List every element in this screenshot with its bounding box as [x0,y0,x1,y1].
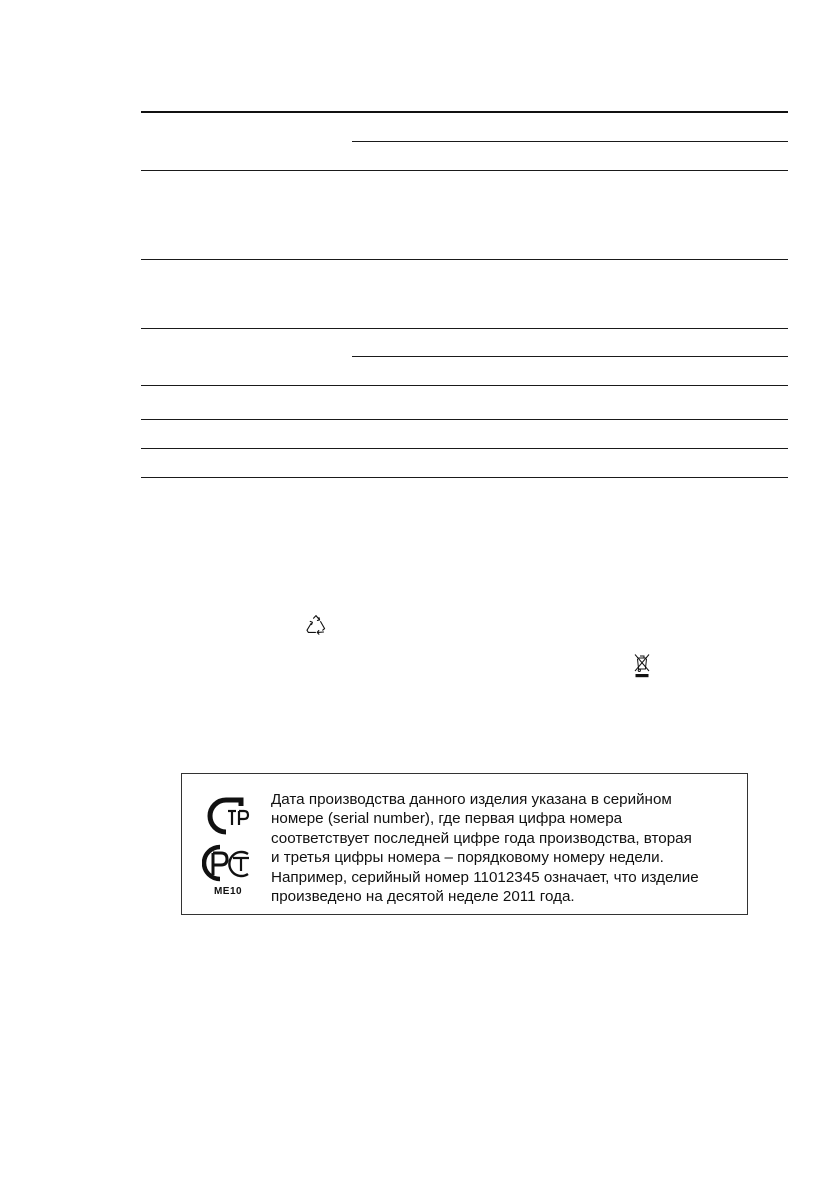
spec-table [141,111,788,478]
crossed-out-bin-icon [631,651,653,679]
table-bottom-rule [141,477,788,478]
table-row-rule [141,170,788,171]
table-row-rule [141,259,788,260]
table-row-rule [141,385,788,386]
certification-mark-icon [202,796,254,836]
notice-line: Например, серийный номер 11012345 означает, что изделие [271,868,699,886]
table-subrow-rule [352,356,788,357]
certification-mark-icon [202,843,254,883]
notice-line: номере (serial number), где первая цифра номера [271,810,623,828]
table-top-rule [141,111,788,113]
notice-line: и третья цифры номера – порядковому номеру недели. [271,849,664,867]
recycle-icon [304,614,328,638]
notice-text [271,790,741,906]
table-row-rule [141,448,788,449]
certificate-code: МЕ10 [213,886,243,897]
table-row-rule [141,328,788,329]
table-subrow-rule [352,141,788,142]
notice-line: произведено на десятой неделе 2011 года. [271,888,575,906]
notice-line: Дата производства данного изделия указана в серийном [271,791,672,808]
table-row-rule [141,419,788,420]
notice-line: соответствует последней цифре года производства, вторая [271,829,692,847]
